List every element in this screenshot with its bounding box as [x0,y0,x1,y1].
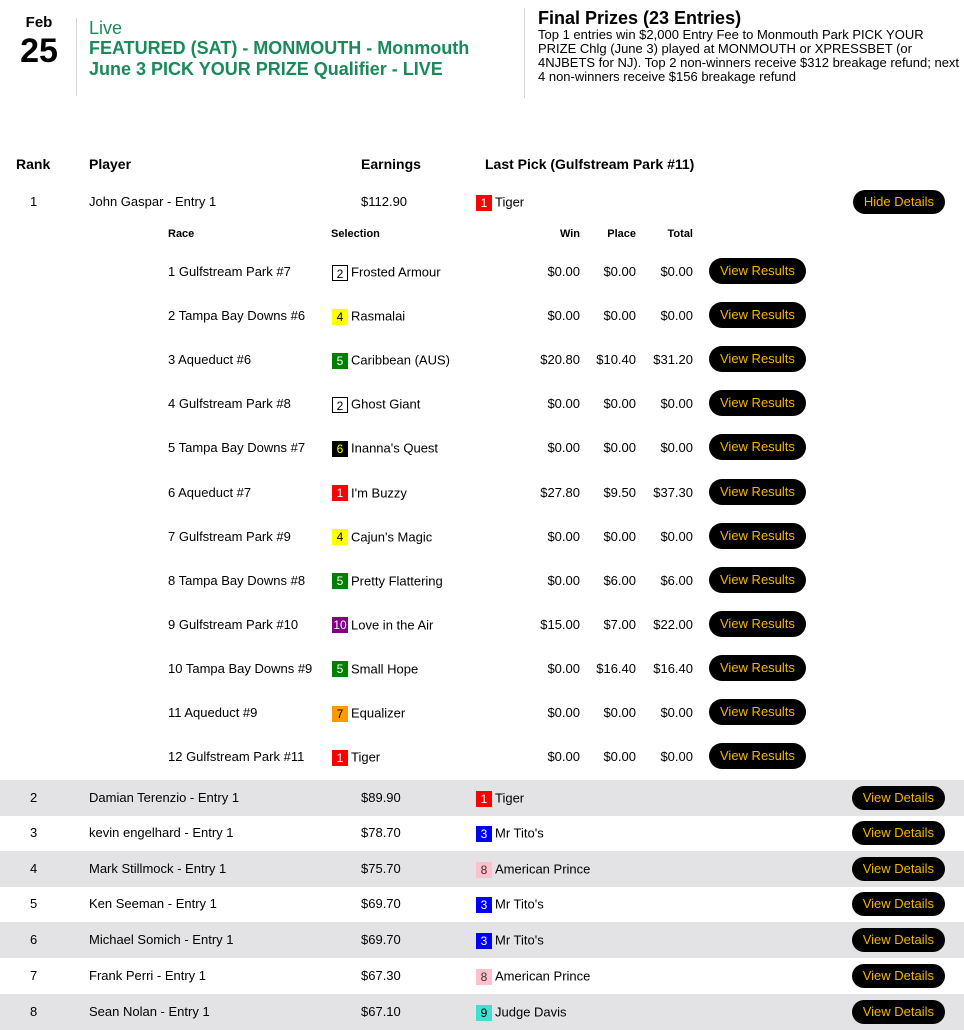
place-amount: $0.00 [603,264,636,279]
place-amount: $9.50 [603,484,636,500]
total-amount: $0.00 [660,308,693,324]
leaderboard-row [0,780,964,816]
earnings-cell: $67.30 [361,968,401,983]
selection-horse-name: Tiger [351,749,381,765]
total-amount: $22.00 [653,616,693,632]
view-details-button[interactable]: View Details [852,821,945,845]
hide-details-button[interactable]: Hide Details [853,190,945,214]
rank-cell: 4 [30,861,38,876]
rank-cell: 1 [30,194,38,209]
race-name: 4 Gulfstream Park #8 [168,396,291,412]
win-amount: $0.00 [547,705,580,720]
view-results-button[interactable]: View Results [709,655,806,681]
selection-cell [332,440,438,457]
selection-horse-name: Cajun's Magic [351,529,433,545]
saddlecloth-number: 10 [333,618,347,633]
last-pick [476,825,544,842]
view-results-button[interactable]: View Results [709,390,806,416]
contest-status: Live [89,18,123,38]
saddlecloth-number: 4 [332,529,348,545]
total-amount: $0.00 [660,396,693,412]
contest-info [76,18,509,96]
place-amount: $0.00 [603,749,636,765]
race-result-row [0,426,964,470]
view-details-button[interactable]: View Details [852,1000,945,1024]
win-amount: $0.00 [547,264,580,279]
last-pick [476,1004,567,1021]
race-name: 10 Tampa Bay Downs #9 [168,660,313,676]
race-name: 11 Aqueduct #9 [168,705,258,720]
leaderboard-row [0,815,964,851]
prizes-panel [524,8,964,98]
race-result-row [0,515,964,559]
selection-horse-name: Ghost Giant [351,396,421,412]
race-result-row [0,471,964,515]
total-amount: $16.40 [653,660,693,676]
earnings-cell: $69.70 [361,932,401,947]
view-details-button[interactable]: View Details [852,964,945,988]
leaderboard-row [0,184,964,220]
pick-horse-name: Mr Tito's [495,825,544,841]
place-amount: $0.00 [603,308,636,324]
place-amount: $6.00 [603,572,636,588]
player-name: kevin engelhard - Entry 1 [89,825,234,840]
selection-horse-name: Equalizer [351,705,406,721]
saddlecloth-number: 5 [332,353,348,369]
race-name: 1 Gulfstream Park #7 [168,264,291,279]
win-amount: $0.00 [547,308,580,324]
total-amount: $0.00 [660,528,693,544]
pick-horse-name: Mr Tito's [495,932,544,948]
selection-horse-name: Frosted Armour [351,264,441,280]
date-month: Feb [25,14,53,31]
saddlecloth-number: 8 [476,969,492,985]
rank-cell: 5 [30,896,38,911]
saddlecloth-number: 3 [476,897,492,913]
total-amount: $0.00 [660,264,693,279]
race-name: 5 Tampa Bay Downs #7 [168,440,306,456]
selection-cell [332,749,380,766]
selection-horse-name: Pretty Flattering [351,573,443,589]
race-column-header: Race [168,228,195,240]
selection-cell [332,705,405,722]
leaderboard-row [0,886,964,922]
earnings-column-header: Earnings [361,156,421,172]
leaderboard-row [0,994,964,1030]
earnings-cell: $75.70 [361,861,401,876]
total-amount: $0.00 [660,705,693,720]
contest-header [0,0,964,120]
leaderboard-row [0,851,964,887]
win-amount: $0.00 [547,749,580,765]
saddlecloth-number: 9 [476,1005,492,1021]
saddlecloth-number: 1 [476,195,492,211]
saddlecloth-number: 5 [332,573,348,589]
entry-details-panel [0,218,964,774]
contest-title: FEATURED (SAT) - MONMOUTH - Monmouth June 3 PICK YOUR PRIZE Qualifier - LIVE [89,38,470,79]
place-amount: $0.00 [603,440,636,456]
saddlecloth-number: 6 [332,441,348,457]
total-amount: $0.00 [660,440,693,456]
selection-cell [332,617,433,634]
view-results-button[interactable]: View Results [709,523,806,549]
view-results-button[interactable]: View Results [709,567,806,593]
saddlecloth-number: 1 [332,750,348,766]
selection-cell [332,396,420,413]
pick-horse-name: American Prince [495,861,591,877]
pick-horse-name: Judge Davis [495,1004,567,1020]
saddlecloth-number: 8 [476,862,492,878]
player-name: Ken Seeman - Entry 1 [89,896,217,911]
player-name: Damian Terenzio - Entry 1 [89,790,240,805]
leaderboard-row [0,922,964,958]
saddlecloth-number: 1 [476,791,492,807]
rank-cell: 3 [30,825,38,840]
race-name: 12 Gulfstream Park #11 [168,749,305,765]
saddlecloth-number: 5 [332,661,348,677]
player-name: Michael Somich - Entry 1 [89,932,234,947]
saddlecloth-number: 7 [332,706,348,722]
contest-date [14,14,64,70]
place-amount: $16.40 [596,660,636,676]
win-amount: $20.80 [540,352,580,368]
rank-cell: 8 [30,1004,38,1019]
pick-horse-name: American Prince [495,968,591,984]
date-day: 25 [20,32,58,70]
win-amount: $0.00 [547,572,580,588]
prizes-description: Top 1 entries win $2,000 Entry Fee to Monmouth Park PICK YOUR PRIZE Chlg (June 3) played at MONMOUTH or XPRESSBET (or 4NJBETS for NJ). Top 2 non-winners receive $312 breakage refund; next 4 non-winners receive $156 breakage refund [538,27,960,84]
selection-cell [332,661,418,678]
saddlecloth-number: 2 [332,397,348,413]
win-amount: $15.00 [540,616,580,632]
race-result-row [0,647,964,691]
selection-cell [332,264,441,281]
race-name: 9 Gulfstream Park #10 [168,616,299,632]
pick-horse-name: Mr Tito's [495,896,544,912]
view-results-button[interactable]: View Results [709,346,806,372]
total-amount: $6.00 [660,572,693,588]
player-column-header: Player [89,156,132,172]
total-amount: $31.20 [653,352,693,368]
race-result-row [0,691,964,735]
selection-cell [332,485,407,502]
last-pick [476,932,544,949]
pick-horse-name: Tiger [495,790,525,806]
total-amount: $37.30 [653,484,693,500]
rank-column-header: Rank [16,156,51,172]
saddlecloth-number: 2 [332,265,348,281]
saddlecloth-number: 4 [332,309,348,325]
selection-horse-name: Love in the Air [351,617,434,633]
place-amount: $10.40 [596,352,636,368]
win-column-header: Win [559,228,580,240]
player-name: Mark Stillmock - Entry 1 [89,861,227,876]
view-results-button[interactable]: View Results [709,611,806,637]
total-amount: $0.00 [660,749,693,765]
race-name: 7 Gulfstream Park #9 [168,528,291,544]
race-result-row [0,735,964,779]
view-results-button[interactable]: View Results [709,479,806,505]
race-result-row [0,559,964,603]
rank-cell: 6 [30,932,38,947]
win-amount: $0.00 [547,440,580,456]
player-name: Sean Nolan - Entry 1 [89,1004,210,1019]
saddlecloth-number: 3 [476,826,492,842]
last-pick [476,896,544,913]
last-pick [476,194,524,211]
place-amount: $0.00 [603,705,636,720]
view-details-button[interactable]: View Details [852,786,945,810]
saddlecloth-number: 3 [476,933,492,949]
prizes-title: Final Prizes (23 Entries) [538,8,742,28]
view-results-button[interactable]: View Results [709,434,806,460]
view-results-button[interactable]: View Results [709,699,806,725]
selection-horse-name: Rasmalai [351,308,406,324]
earnings-cell: $67.10 [361,1004,401,1019]
race-name: 8 Tampa Bay Downs #8 [168,572,306,588]
selection-horse-name: I'm Buzzy [351,485,407,501]
last-pick [476,790,524,807]
race-result-row [0,338,964,382]
saddlecloth-number: 1 [332,485,348,501]
selection-horse-name: Small Hope [351,661,419,677]
view-details-button[interactable]: View Details [852,892,945,916]
race-name: 3 Aqueduct #6 [168,352,252,368]
race-result-row [0,603,964,647]
win-amount: $0.00 [547,396,580,412]
leaderboard-row [0,958,964,994]
player-name: John Gaspar - Entry 1 [89,194,217,209]
view-details-button[interactable]: View Details [852,857,945,881]
rank-cell: 2 [30,790,38,805]
win-amount: $0.00 [547,528,580,544]
place-amount: $7.00 [603,616,636,632]
pick-horse-name: Tiger [495,194,525,210]
view-results-button[interactable]: View Results [709,743,806,769]
last-pick [476,968,590,985]
selection-cell [332,573,443,590]
earnings-cell: $89.90 [361,790,401,805]
last-pick-column-header: Last Pick (Gulfstream Park #11) [485,156,695,172]
race-result-row [0,294,964,338]
place-amount: $0.00 [603,396,636,412]
selection-column-header: Selection [331,228,380,240]
selection-horse-name: Inanna's Quest [351,440,439,456]
win-amount: $0.00 [547,660,580,676]
view-details-button[interactable]: View Details [852,928,945,952]
view-results-button[interactable]: View Results [709,258,806,284]
win-amount: $27.80 [540,484,580,500]
place-column-header: Place [607,228,636,240]
race-name: 6 Aqueduct #7 [168,484,252,500]
selection-cell [332,308,405,325]
earnings-cell: $78.70 [361,825,401,840]
race-result-row [0,382,964,426]
race-result-row [0,250,964,294]
earnings-cell: $69.70 [361,896,401,911]
selection-cell [332,529,432,546]
view-results-button[interactable]: View Results [709,302,806,328]
last-pick [476,861,590,878]
player-name: Frank Perri - Entry 1 [89,968,207,983]
earnings-cell: $112.90 [361,194,408,209]
place-amount: $0.00 [603,528,636,544]
race-name: 2 Tampa Bay Downs #6 [168,308,306,324]
rank-cell: 7 [30,968,38,983]
selection-cell [332,352,450,369]
total-column-header: Total [667,228,693,240]
selection-horse-name: Caribbean (AUS) [351,352,450,368]
